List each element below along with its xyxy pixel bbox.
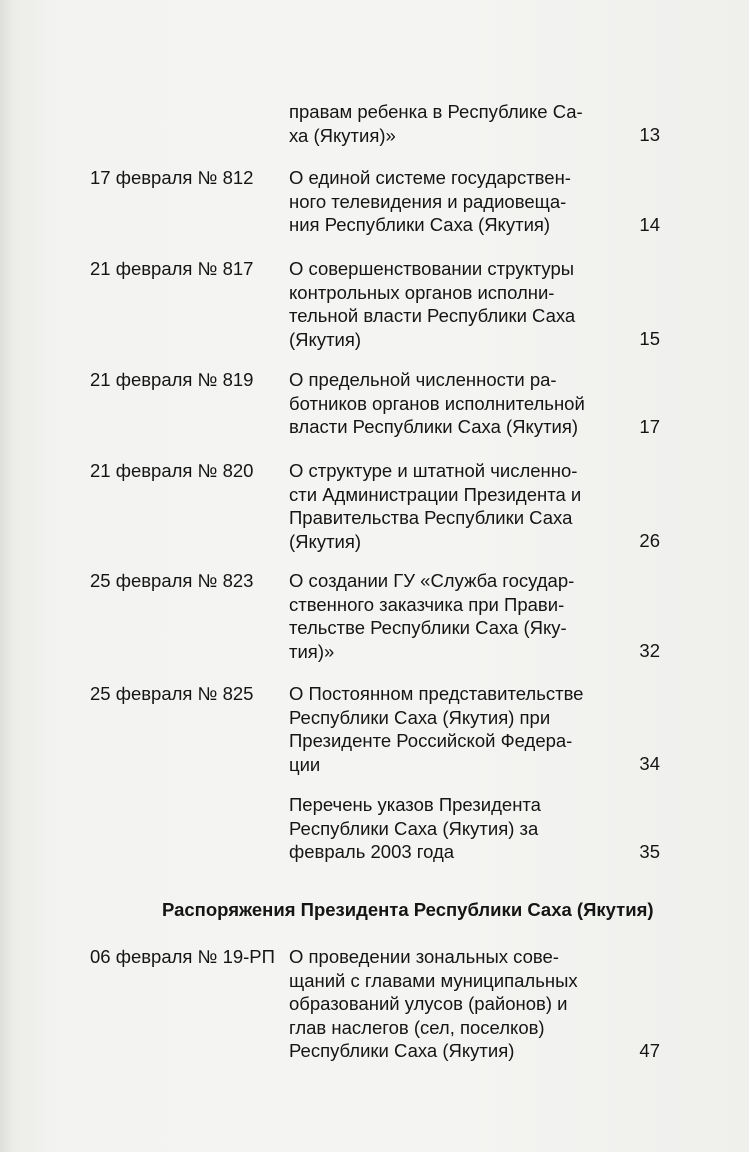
entry-date: 25 февраля № 823 [90, 570, 254, 591]
entry-title: О создании ГУ «Служба государ- ственного заказчика при Прави- тельстве Республики Саха (Яку- тия)» [289, 570, 575, 662]
section-heading: Распоряжения Президента Республики Саха (Якутия) [162, 899, 654, 920]
entry-page-number: 34 [639, 753, 660, 774]
entry-date: 25 февраля № 825 [90, 683, 254, 704]
entry-date: 21 февраля № 820 [90, 460, 254, 481]
entry-title: О предельной численности ра- ботников органов исполнительной власти Республики Саха (Якутия) [289, 369, 585, 437]
entry-title: О совершенствовании структуры контрольных органов исполни- тельной власти Республики Саха (Якутия) [289, 258, 576, 350]
entry-page-number: 47 [639, 1040, 660, 1061]
entry-date: 21 февраля № 819 [90, 369, 254, 390]
entry-title: Перечень указов Президента Республики Саха (Якутия) за февраль 2003 года [289, 794, 541, 862]
document-page: правам ребенка в Республике Са- ха (Якутия)» 13 17 февраля № 812 О единой системе государствен- ного телевидения и радиовеща- ния Республики Саха (Якутия) 14 21 февраля № 817 О совершенствовании структуры контрольных органов исполни- тельной власти Республики Саха (Якутия) 15 21 февраля № 819 О предельной численности ра- ботников органов исполнительной власти Республики Саха (Якутия) 17 21 февраля № 820 О структуре и штатной численно- сти Администрации Президента и Правительства Республики Саха (Якутия) 26 25 февраля № 823 О создании ГУ «Служба государ- ственного заказчика при Прави- тельстве Республики Саха (Яку- тия)» 32 25 февраля № 825 О Постоянном представительстве Республики Саха (Якутия) при Президенте Российской Федера- ции 34 Перечень указов Президента Республики Саха (Якутия) за февраль 2003 года 35 Распоряжения Президента Республики Саха (Якутия) 06 февраля № 19-РП О проведении зональных сове- щаний с главами муниципальных образований улусов (районов) и глав наслегов (сел, поселков) Республики Саха (Якутия) 47 [0, 0, 749, 1152]
entry-title: О единой системе государствен- ного телевидения и радиовеща- ния Республики Саха (Якутия) [289, 167, 571, 235]
entry-page-number: 14 [639, 214, 660, 235]
entry-page-number: 17 [639, 416, 660, 437]
entry-date: 17 февраля № 812 [90, 167, 254, 188]
entry-page-number: 15 [639, 328, 660, 349]
entry-title: О проведении зональных сове- щаний с главами муниципальных образований улусов (районов) и глав наслегов (сел, поселков) Республики Саха (Якутия) [289, 946, 578, 1061]
entry-title: О структуре и штатной численно- сти Администрации Президента и Правительства Республики Саха (Якутия) [289, 460, 582, 552]
entry-date: 21 февраля № 817 [90, 258, 254, 279]
entry-page-number: 35 [639, 841, 660, 862]
page-edge-shadow [0, 0, 14, 1152]
entry-page-number: 13 [639, 124, 660, 145]
entry-date: 06 февраля № 19-РП [90, 946, 275, 967]
entry-page-number: 26 [639, 530, 660, 551]
entry-title: О Постоянном представительстве Республики Саха (Якутия) при Президенте Российской Федера- ции [289, 683, 584, 775]
entry-page-number: 32 [639, 640, 660, 661]
